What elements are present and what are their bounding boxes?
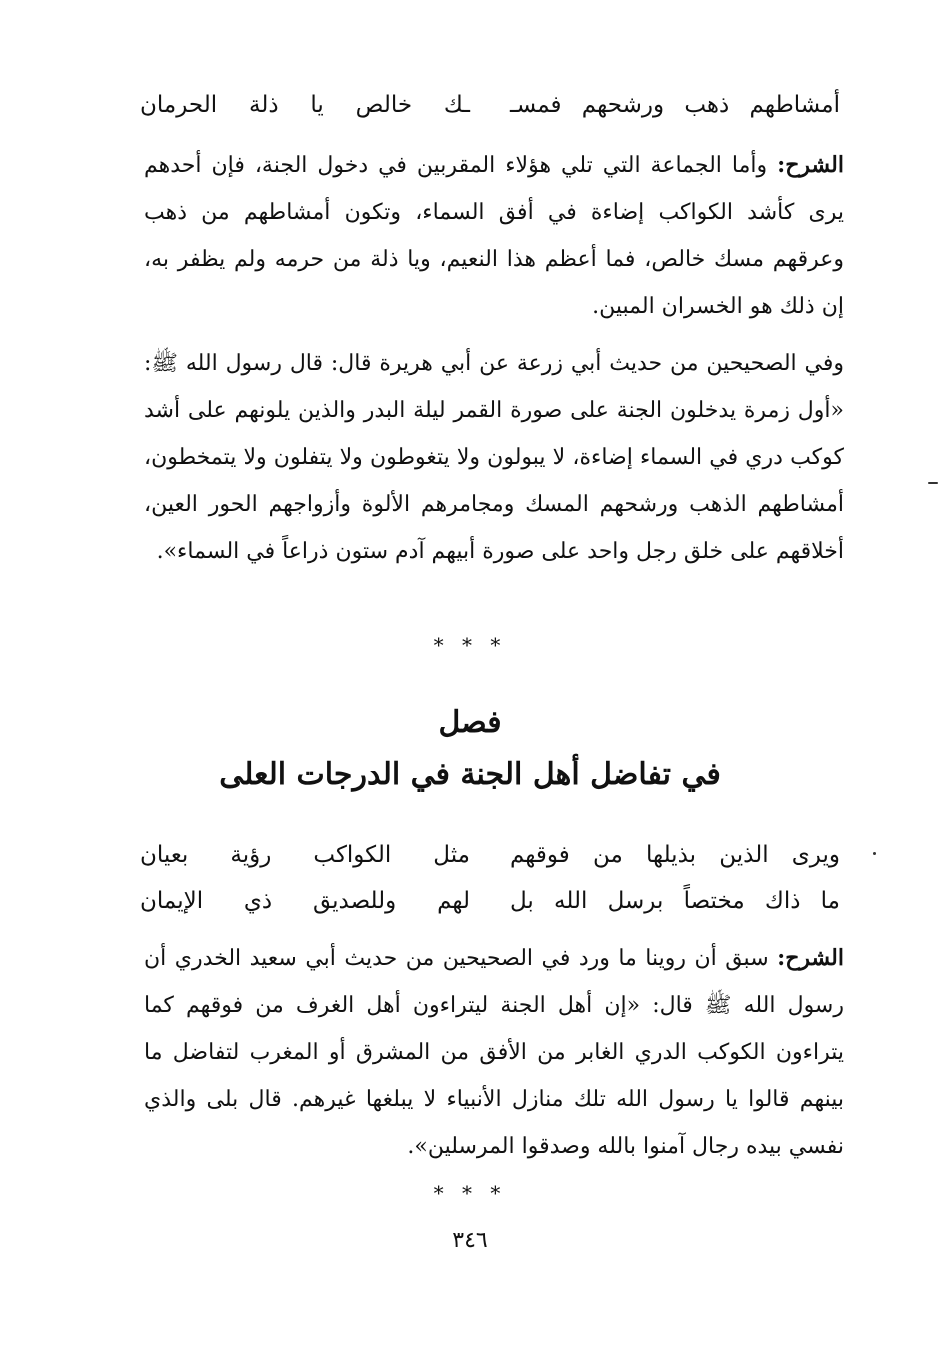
scan-speck: [928, 482, 938, 484]
verse-hemistich-left: ـك خالص يا ذلة الحرمان: [140, 92, 470, 118]
section-subtitle: في تفاضل أهل الجنة في الدرجات العلى: [219, 757, 721, 792]
verse-hemistich-left: لهم وللصديق ذي الإيمان: [140, 888, 470, 914]
commentary-paragraph-2: [144, 935, 844, 1170]
commentary-paragraph-1: [144, 142, 844, 330]
commentary-text: وأما الجماعة التي تلي هؤلاء المقربين في دخول الجنة، فإن أحدهم يرى كأشد الكواكب إضاءة في أفق السماء، وتكون أمشاطهم من ذهب وعرقهم مسك خالص، فما أعظم هذا النعيم، ويا ذلة من حرمه ولم يظفر به، إن ذلك هو الخسران المبين.: [144, 153, 844, 319]
commentary-text: سبق أن روينا ما ورد في الصحيحين من حديث أبي سعيد الخدري أن رسول الله ﷺ قال: «إن أهل الجنة ليتراءون أهل الغرف من فوقهم كما يتراءون الكوكب الدري الغابر من الأفق من المشرق أو المغرب لتفاضل ما بينهم قالوا يا رسول الله تلك منازل الأنبياء لا يبلغها غيرهم. قال بلى والذي نفسي بيده رجال آمنوا بالله وصدقوا المرسلين».: [144, 946, 844, 1159]
page-number: ٣٤٦: [452, 1228, 488, 1253]
verse-hemistich-right: ويرى الذين بذيلها من فوقهم: [510, 842, 840, 868]
section-separator: * * *: [433, 1181, 507, 1205]
section-separator: * * *: [433, 633, 507, 657]
commentary-label: الشرح:: [777, 152, 844, 178]
hadith-text: وفي الصحيحين من حديث أبي زرعة عن أبي هريرة قال: قال رسول الله ﷺ: «أول زمرة يدخلون الجنة على صورة القمر ليلة البدر والذين يلونهم على أشد كوكب دري في السماء إضاءة، لا يبولون ولا يتغوطون ولا يتفلون ولا يتمخطون، أمشاطهم الذهب ورشحهم المسك ومجامرهم الألوة وأزواجهم الحور العين، أخلاقهم على خلق رجل واحد على صورة أبيهم آدم ستون ذراعاً في السماء».: [144, 351, 844, 564]
hadith-paragraph: [144, 340, 844, 575]
verse-hemistich-left: مثل الكواكب رؤية بعيان: [140, 842, 470, 868]
verse-hemistich-right: ما ذاك مختصاً برسل الله بل: [510, 888, 840, 914]
scan-speck: [873, 852, 876, 855]
verse-line-1: [140, 834, 840, 876]
verse-line-top: [140, 84, 840, 126]
section-title: فصل: [438, 705, 502, 740]
verse-hemistich-right: أمشاطهم ذهب ورشحهم فمسـ: [510, 92, 840, 118]
commentary-label: الشرح:: [777, 945, 844, 971]
verse-line-2: [140, 880, 840, 922]
